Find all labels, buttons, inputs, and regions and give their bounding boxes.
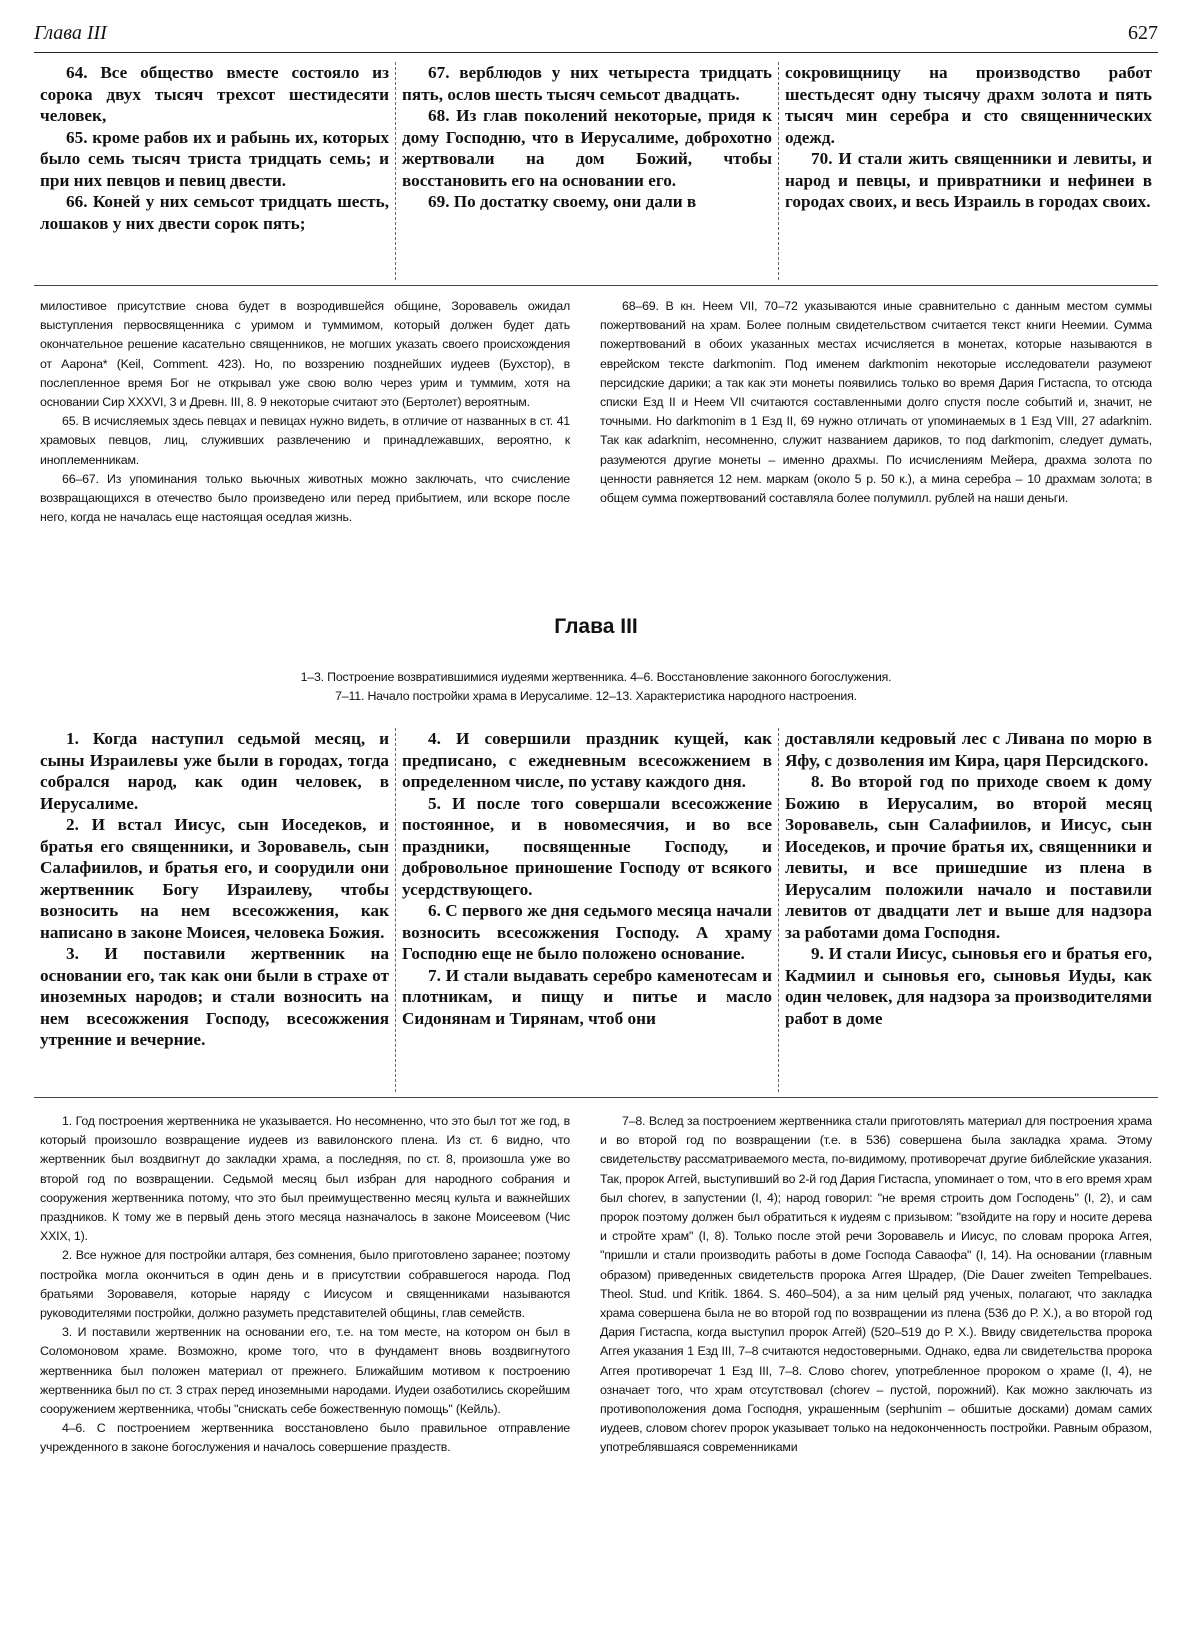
verse-7-cont: доставляли кедровый лес с Ливана по морю в Яфу, с дозволения им Кира, царя Персидского. xyxy=(785,729,1152,770)
verse-7: 7. И стали выдавать серебро каменотесам и плотникам, и пищу и питье и масло Сидонянам и Тирянам, чтоб они xyxy=(402,965,772,1028)
commentary-65: 65. В исчисляемых здесь певцах и певицах нужно видеть, в отличие от названных в ст. 41 храмовых певцов, лиц, служивших развлечению и принадлежавших, вероятно, к иноплеменникам. xyxy=(40,414,570,467)
commentary-2: 2. Все нужное для постройки алтаря, без сомнения, было приготовлено заранее; поэтому постройка могла окончиться в один день и в присутствии собравшегося народа. Под братьями Зоровавеля, которые наряду с Иисусом и священниками называются руководителями постройки, должно разуметь представителей общины, глав семейств. xyxy=(40,1248,570,1321)
verse-column-5 xyxy=(395,728,778,1092)
top-commentary-columns xyxy=(34,297,1158,597)
verse-2: 2. И встал Иисус, сын Иоседеков, и братья его священники, и Зоровавель, сын Салафиилов, и братья его, и соорудили они жертвенник Богу Израилеву, чтобы возносить на нем всесожжения, как написано в законе Моисея, человека Божия. xyxy=(40,815,389,942)
commentary-cont: милостивое присутствие снова будет в возродившейся общине, Зоровавель ожидал выступления первосвященника с уримом и туммимом, который должен будет дать окончательное решение касательно священников, не могших указать своего происхождения от Аарона* (Keil, Comment. 423). Но, по воззрению позднейших иудеев (Бухстор), в послепленное время Бог не открывал уже свою волю через урим и туммим, хотя на основании Сир XXXVI, 3 и Древн. III, 8. 9 некоторые считают это (Бертолет) вероятным. xyxy=(40,299,570,410)
verse-3: 3. И поставили жертвенник на основании его, так как они были в страхе от иноземных народов; и стали возносить на нем всесожжения Господу, всесожжения утренние и вечерние. xyxy=(40,944,389,1049)
verse-4: 4. И совершили праздник кущей, как предписано, с ежедневным всесожжением в определенном числе, по уставу каждого дня. xyxy=(402,729,772,791)
commentary-66-67: 66–67. Из упоминания только вьючных животных можно заключать, что счисление возвращающихся в отечество было произведено или перед прибытием, или вскоре после него, когда не началась еще настоящая оседлая жизнь. xyxy=(40,471,570,525)
commentary-4-6: 4–6. С построением жертвенника восстановлено было правильное отправление учрежденного в законе богослужения и началось совершение праздеств. xyxy=(40,1421,570,1455)
verse-1: 1. Когда наступил седьмой месяц, и сыны Израилевы уже были в городах, тогда собрался народ, как один человек, в Иерусалиме. xyxy=(40,729,389,813)
verse-65: 65. кроме рабов их и рабынь их, которых было семь тысяч триста тридцать семь; и при них певцов и певиц двести. xyxy=(40,127,389,190)
bottom-commentary-columns xyxy=(34,1112,1158,1627)
commentary-column-3 xyxy=(34,1112,582,1627)
verse-70: 70. И стали жить священники и левиты, и народ и певцы, и привратники и нефинеи в городах своих, и весь Израиль в городах своих. xyxy=(785,149,1152,211)
verse-column-2 xyxy=(395,62,778,280)
verse-8: 8. Во второй год по приходе своем к дому Божию в Иерусалим, во второй месяц Зоровавель, сын Салафиилов, и Иисус, сын Иоседеков, и прочие братья их, священники и левиты, и все пришедшие из плена в Иерусалим положили начало и поставили левитов от двадцати лет и выше для надзора за работами дома Господня. xyxy=(785,772,1152,942)
top-verse-columns xyxy=(34,62,1158,280)
mid-verse-columns xyxy=(34,728,1158,1092)
verse-67: 67. верблюдов у них четыреста тридцать пять, ослов шесть тысяч семьсот двадцать. xyxy=(402,63,772,104)
chapter-summary xyxy=(0,668,1192,706)
commentary-column-4 xyxy=(582,1112,1158,1627)
verse-column-4 xyxy=(34,728,395,1092)
separator-bottom xyxy=(34,1097,1158,1098)
verse-69: 69. По достатку своему, они дали в xyxy=(428,192,697,211)
commentary-1: 1. Год построения жертвенника не указывается. Но несомненно, что это был тот же год, в который произошло возвращение иудеев из вавилонского плена. Из ст. 6 видно, что жертвенник был воздвигнут до закладки храма, а последняя, по ст. 8, произошла уже во второй год по возвращении. Седьмой месяц был избран для народного собрания и сооружения жертвенника потому, что это был преимущественно месяц культа и важнейших праздников. К тому же в первый день этого месяца назначалось в законе Моисеевом (Чис XXIX, 1). xyxy=(40,1114,570,1244)
summary-line-2: 7–11. Начало постройки храма в Иерусалиме. 12–13. Характеристика народного настроения. xyxy=(335,689,857,703)
verse-66: 66. Коней у них семьсот тридцать шесть, лошаков у них двести сорок пять; xyxy=(40,192,389,233)
commentary-column-2 xyxy=(582,297,1158,597)
verse-9: 9. И стали Иисус, сыновья его и братья его, Кадмиил и сыновья его, сыновья Иуды, как один человек, для надзора за производителями работ в доме xyxy=(785,944,1152,1028)
page-number: 627 xyxy=(1128,22,1158,44)
commentary-68-69: 68–69. В кн. Неем VII, 70–72 указываются иные сравнительно с данным местом суммы пожертвований на храм. Более полным свидетельством считается текст книги Неемии. Сумма пожертвований в обоих указанных местах исчисляется в монетах, которые называются в еврейском тексте darkmonim. Под именем darkmonim некоторые исследователи разумеют персидские дарики; а так как эти монеты появились только во время Дария Гистаспа, то отсюда списки Езд II и Неем VII считаются составленными долго спустя после событий и, значит, не точными. Но darkmonim в 1 Езд II, 69 нужно отличать от упоминаемых в 1 Езд VIII, 27 adarknim. Так как adarknim, несомненно, служит названием дариков, то под darkmonim, следует думать, разумеются другие монеты – именно драхмы. По исчислениям Мейера, драхма золота по ценности равняется 12 нем. маркам (около 5 р. 50 к.), а мина серебра – 10 драхмам золота; в общем сумма пожертвований составляла более полумилл. рублей на наши деньги. xyxy=(600,299,1152,506)
commentary-7-8: 7–8. Вслед за построением жертвенника стали приготовлять материал для построения храма и во второй год по возвращении (т.е. в 536) совершена была закладка храма. Этому свидетельству рассматриваемого места, по-видимому, противоречат другие библейские указания. Так, пророк Аггей, выступивший во 2-й год Дария Гистаспа, упоминает о том, что в его время храм был chorev, в запустении (I, 4); народ говорил: "не время строить дом Господень" (I, 2), и сам пророк поэтому должен был обратиться к иудеям с призывом: "взойдите на гору и носите дерева и стройте храм" (I, 8). Только после этой речи Зоровавель и Иисус, по словам пророка Аггея, "пришли и стали производить работы в доме Господа Саваофа" (I, 14). На основании (главным образом) приведенных свидетельств пророка Аггея Шрадер, (Die Dauer zweiten Tempelbaues. Theol. Stud. und Kritik. 1864. S. 460–504), а за ним целый ряд ученых, полагают, что закладка храма совершена была не во второй год по возвращении из плена (536 до Р. Х.), а во второй год Дария Гистаспа, когда выступил пророк Аггей) (520–519 до Р. Х.). Ввиду свидетельства пророка Аггея указания 1 Езд III, 7–8 считаются недостоверными. Однако, едва ли свидетельства пророка Аггея противоречат 1 Езд III, 7–8. Слово chorev, употребленное пророком о храме (I, 4), не означает того, что храм отсутствовал (chorev – пустой, порожний). Как можно заключать из противоположения дома Господня, украшенным (sephunim – обшитые досками) домам самих иудеев, словом chorev пророк указывает только на недоконченность постройки. Равным образом, употреблявшаяся современниками xyxy=(600,1114,1152,1455)
commentary-3: 3. И поставили жертвенник на основании его, т.е. на том месте, на котором он был в Соломоновом храме. Возможно, кроме того, что в фундамент вновь воздвигнутого жертвенника был положен материал от прежнего. Ближайшим мотивом к построению жертвенника был по ст. 3 страх перед иноземными народами. Иудеи озаботились скорейшим сооружением жертвенника, чтобы "снискать себе божественную помощь" (Кейль). xyxy=(40,1325,570,1417)
commentary-column-1 xyxy=(34,297,582,597)
verse-5: 5. И после того совершали всесожжение постоянное, и в новомесячия, и во все праздники, посвященные Господу, и добровольное приношение Господу от всякого усердствующего. xyxy=(402,793,772,899)
verse-column-1 xyxy=(34,62,395,280)
summary-line-1: 1–3. Построение возвратившимися иудеями жертвенника. 4–6. Восстановление законного богослужения. xyxy=(300,670,892,684)
running-head-chapter: Глава III xyxy=(34,22,107,44)
verse-column-3 xyxy=(778,62,1158,280)
chapter-heading: Глава III xyxy=(554,615,638,638)
page-header xyxy=(34,0,1158,53)
verse-column-6 xyxy=(778,728,1158,1092)
verse-6: 6. С первого же дня седьмого месяца начали возносить всесожжения Господу. А храму Господню еще не было положено основание. xyxy=(402,901,772,963)
separator-top xyxy=(34,285,1158,286)
verse-64: 64. Все общество вместе состояло из сорока двух тысяч трехсот шестидесяти человек, xyxy=(40,63,389,125)
verse-68: 68. Из глав поколений некоторые, придя к дому Господню, что в Иерусалиме, доброхотно жертвовали на дом Божий, чтобы восстановить его на основании его. xyxy=(402,106,772,190)
verse-69-cont: сокровищницу на производство работ шестьдесят одну тысячу драхм золота и пять тысяч мин серебра и сто священнических одежд. xyxy=(785,63,1152,147)
